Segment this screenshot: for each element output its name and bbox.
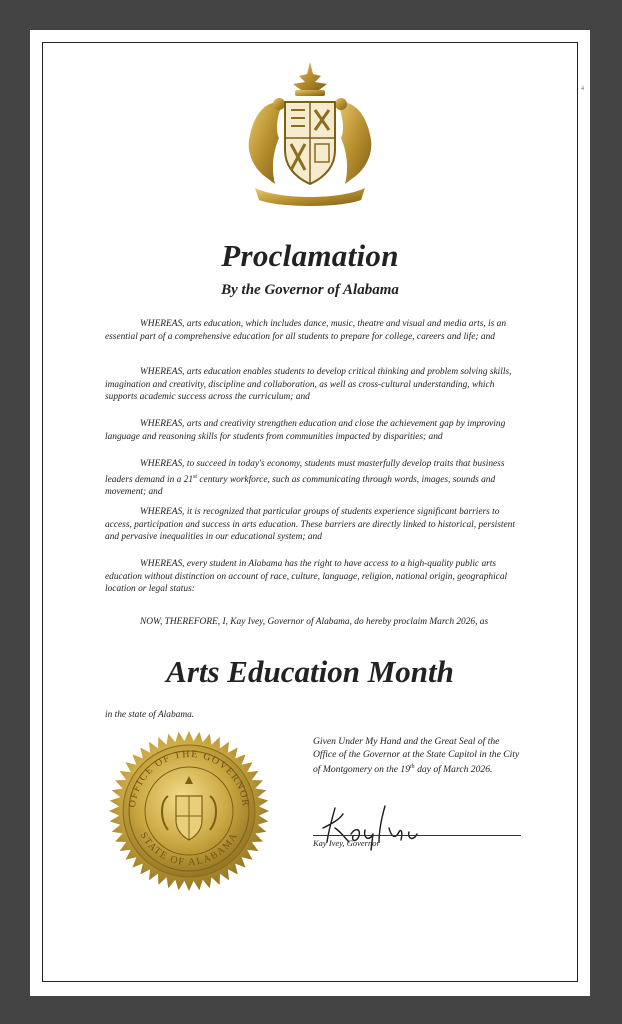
whereas-text: to succeed in today's economy, students must masterfully develop traits that business leaders demand in a 21	[105, 459, 505, 485]
proclamation-subtitle: By the Governor of Alabama	[221, 282, 399, 298]
great-seal-gold-icon	[108, 730, 270, 892]
month-title: Arts Education Month	[166, 654, 454, 689]
proclamation-title: Proclamation	[221, 238, 399, 273]
therefore-paragraph	[105, 616, 525, 629]
corner-mark: 4	[581, 86, 584, 92]
whereas-paragraph	[105, 366, 525, 404]
whereas-text: every student in Alabama has the right to have access to a high-quality public arts education without distinction on account of race, culture, language, religion, national origin, geographical location or legal status:	[105, 559, 508, 594]
given-text: Given Under My Hand and the Great Seal of the Office of the Governor at the State Capitol in the City of Montgomery on the 19	[313, 736, 520, 776]
given-text: day of March 2026.	[414, 764, 493, 776]
given-under-hand-text	[313, 736, 523, 777]
proclamation-paper	[30, 30, 590, 996]
ordinal-suffix: th	[410, 764, 415, 770]
therefore-text: I, Kay Ivey, Governor of Alabama, do hereby proclaim March 2026, as	[220, 617, 489, 627]
whereas-lead: WHEREAS,	[140, 419, 185, 429]
whereas-lead: WHEREAS,	[140, 319, 185, 329]
seal-ring-top-text: OFFICE OF THE GOVERNOR	[127, 748, 251, 809]
whereas-lead: WHEREAS,	[140, 559, 185, 569]
whereas-text: it is recognized that particular groups of students experience significant barriers to access, participation and success in arts education. These barriers are directly linked to historical, persistent and pervasive inequalities in our educational system; and	[105, 507, 515, 542]
signature-line	[313, 835, 521, 836]
whereas-paragraph	[105, 318, 525, 343]
whereas-lead: WHEREAS,	[140, 459, 185, 469]
whereas-paragraph	[105, 558, 525, 596]
ordinal-suffix: st	[193, 473, 198, 480]
signatory-name: Kay Ivey, Governor	[313, 838, 380, 848]
seal-ring-bottom-text: STATE OF ALABAMA	[137, 830, 241, 869]
whereas-paragraph	[105, 418, 525, 443]
therefore-lead: NOW, THEREFORE,	[140, 617, 221, 627]
whereas-lead: WHEREAS,	[140, 367, 185, 377]
whereas-text: century workforce, such as communicating through words, images, sounds and movement; and	[105, 474, 496, 498]
whereas-text: arts and creativity strengthen education and close the achievement gap by improving language and reasoning skills for students from communities impacted by disparities; and	[105, 419, 506, 442]
whereas-paragraph	[105, 458, 525, 499]
alabama-coat-of-arms-icon	[235, 60, 385, 210]
whereas-text: arts education, which includes dance, music, theatre and visual and media arts, is an essential part of a comprehensive education for all students to prepare for college, careers and life; and	[105, 319, 507, 342]
whereas-text: arts education enables students to develop critical thinking and problem solving skills, imagination and creativity, discipline and collaboration, as well as cross-cultural understanding, which supports academic success across the curriculum; and	[105, 367, 512, 402]
state-line: in the state of Alabama.	[105, 710, 195, 720]
whereas-lead: WHEREAS,	[140, 507, 185, 517]
whereas-paragraph	[105, 506, 525, 544]
